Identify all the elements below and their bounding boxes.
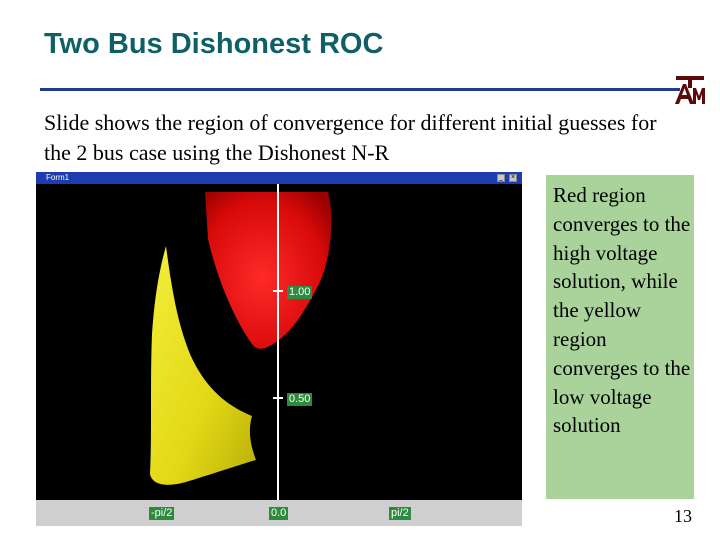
slide-body-text: Slide shows the region of convergence for different initial guesses for the 2 bus case using the Dishonest N-R [44,110,657,165]
window-title: Form1 [46,173,70,182]
y-tick-label-1: 1.00 [289,286,311,298]
page-number: 13 [674,506,692,526]
x-tick-label-right: pi/2 [391,507,409,519]
high-voltage-region [205,192,331,349]
x-tick-label-left: -pi/2 [151,507,173,519]
window-titlebar [36,172,522,184]
y-tick-label-2: 0.50 [289,393,311,405]
x-axis-strip [36,500,522,526]
roc-plot [36,184,522,500]
roc-screenshot [36,172,522,526]
minimize-button[interactable]: _ [497,174,505,182]
texas-am-logo-icon [673,74,707,108]
slide-title: Two Bus Dishonest ROC [44,28,384,60]
callout-box: Red region converges to the high voltage solution, while the yellow region converges to the low voltage solution [546,175,694,499]
x-tick-label-center: 0.0 [271,507,287,519]
title-divider [40,88,680,91]
close-button[interactable]: × [510,174,516,181]
